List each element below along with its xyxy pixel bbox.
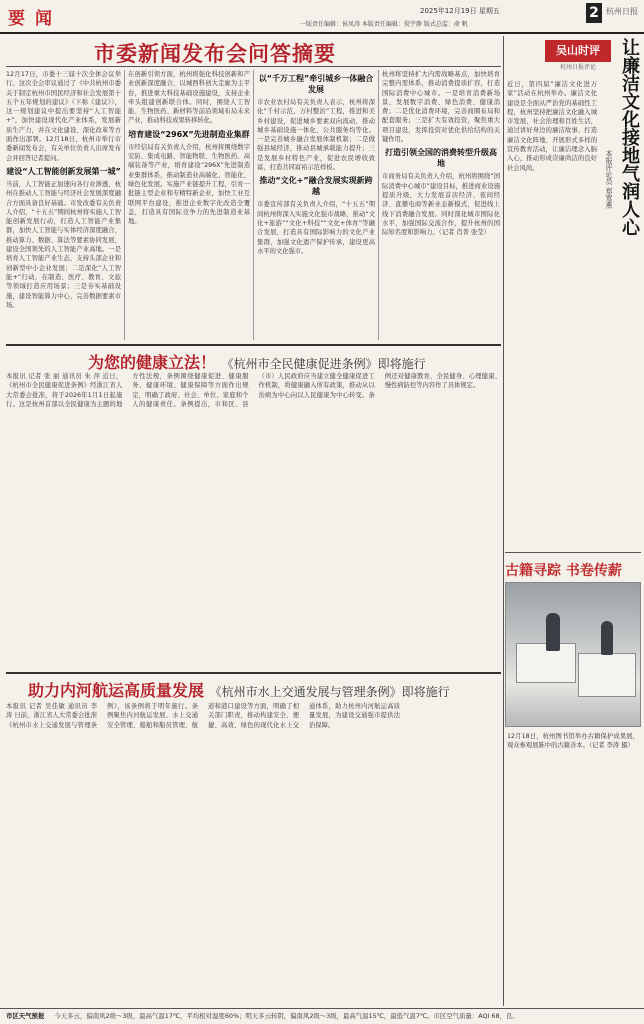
headline-main: 助力内河航运高质量发展: [28, 681, 205, 700]
subheading: 培育建设“296X”先进制造业集群: [128, 129, 250, 139]
commentary-label-sub: 杭州日报评论: [559, 64, 596, 71]
paragraph: 当前，人工智能正加速向各行业渗透，杭州在推动人工智能与经济社会发展深度融合方面具备良好基础。市发改委有关负责人介绍，“十五五”期间杭州将实施人工智能创新发展行动，打造人工智能产业集群，加快人工智能与实体经济深度融合，推动算力、数据、算法等要素协同发展，建设全国领先的人工智能产业高地。一是培育人工智能产业生态，支持头部企业和创新型中小企业发展；二是深化“人工智能+”行动，在制造、医疗、教育、文旅等领域打造应用场景；三是夯实基础设施，建设智能算力中心，完善数据要素市场。: [6, 180, 121, 309]
paragraph: 市经信局有关负责人介绍，杭州将围绕数字安防、集成电路、智能物联、生物医药、高端装备等产业，培育建设“296X”先进制造业集群体系，推动制造业高端化、智能化、绿色化发展。实施产业链提升工程，引育一批链主型企业和专精特新企业，加快工业互联网平台建设，推进企业数字化改造全覆盖，打造具有国际竞争力的先进制造业基地。: [128, 143, 250, 226]
paragraph: 市商务局有关负责人介绍，杭州将围绕“国际消费中心城市”建设目标，推进商业设施提质升级，大力发展首店经济、夜间经济、直播电商等新业态新模式，促进线上线下消费融合发展。同时深化城市国际化水平，加强国际交流合作，提升杭州的国际知名度和影响力。（记者 肖菁 张莹）: [382, 173, 500, 237]
display-case: [578, 653, 636, 697]
column-rule: [253, 70, 254, 340]
commentary-body: [507, 80, 597, 550]
paragraph: 市委宣传部有关负责人介绍，“十五五”期间杭州将深入实施文化强市战略，推动“文化+旅游”“文化+科技”“文化+体育”等融合发展，打造具有国际影响力的文化产业集群，加强文化遗产保护传承，建设更高水平的文化强市。: [257, 201, 375, 255]
commentary-label: 吴山时评: [545, 40, 611, 62]
section-title: 要闻: [8, 9, 62, 29]
column-rule: [378, 70, 379, 340]
article-body: [6, 702, 501, 1002]
article-column-2: [128, 70, 250, 340]
subheading: 建设“人工智能创新发展第一城”: [6, 166, 121, 176]
column-rule: [124, 70, 125, 340]
visitor: [546, 613, 560, 651]
headline-sub: 《杭州市全民健康促进条例》即将施行: [221, 357, 426, 371]
headline-sub: 《杭州市水上交通发展与管理条例》即将施行: [209, 685, 450, 699]
article-column-3: [257, 70, 375, 340]
exhibition-photo: [505, 582, 641, 727]
subheading: 推动“文化+”融合发展实现新跨越: [259, 176, 373, 197]
commentary-title: 让廉洁文化接地气润人心: [619, 38, 640, 236]
paragraph: 近日，第四届“廉洁文化进万家”活动在杭州举办。廉洁文化建设是全面从严治党的基础性工程，杭州坚持把廉洁文化融入城市发展、社会治理和百姓生活，通过讲好身边的廉洁故事、打造廉洁文化阵地、开展形式多样的宣传教育活动，让廉洁理念入脑入心，推动形成崇廉尚洁的良好社会风尚。: [507, 81, 597, 172]
newspaper-brand: 杭州日报: [606, 7, 638, 16]
article-headline: [88, 350, 426, 373]
weather-text: 今天多云，偏南风2级～3级，最高气温17℃，平均相对湿度60%；明天多云转阴，偏南风2级～3级，最高气温15℃，最低气温7℃。市区空气质量：AQI 68，良。: [54, 1012, 519, 1020]
photo-feature-title: 古籍寻踪 书卷传薪: [505, 563, 622, 579]
paragraph: 12月17日，市委十三届十次全体会议举行。这次全会审议通过了《中共杭州市委关于制定杭州市国民经济和社会发展第十五个五年规划的建议》（下称《建议》），这一规划建议中提出要坚持“人工智能+”，加快建设现代化产业体系，发展新质生产力，并在文化建设、深化改革等方面作出部署。12月18日，杭州市举行市委新闻发布会，有关单位负责人出席发布会并回答记者提问。: [6, 71, 121, 162]
paragraph: 市农业农村局有关负责人表示，杭州将深化“千村示范、万村整治”工程，推进和美乡村建设，促进城乡要素双向流动，推动城乡基础设施一体化、公共服务均等化。一是完善城乡融合发展体制机制；二是做强县域经济，推动县城承载能力提升；三是发展乡村特色产业，促进农民增收致富，打造共同富裕示范样板。: [257, 99, 375, 172]
weather-label: 市区天气预报: [6, 1012, 45, 1020]
visitor: [601, 621, 613, 655]
divider: [6, 672, 501, 674]
divider: [6, 344, 501, 346]
article-column-4: [382, 70, 500, 340]
dateline: 2025年12月19日 星期五: [420, 7, 500, 15]
commentary-byline: 本报评论员 郑莺燕: [605, 150, 613, 209]
divider: [6, 66, 501, 67]
headline-main: 为您的健康立法！: [88, 353, 217, 372]
paragraph: 本报讯 记者 吴佳敏 通讯员 李 涛 日前，浙江省人大常委会批准《杭州市水上交通发展与管理条例》，该条例将于明年施行。条例聚焦内河航运发展、水上交通安全管理、船舶和船员管理、航道和港口建设等方面，明确了相关部门职责，推动构建安全、便捷、高效、绿色的现代化水上交通体系，助力杭州内河航运高质量发展，为建设交通强市提供法治保障。: [6, 703, 400, 729]
paragraph: 杭州将坚持扩大内需战略基点，加快培育完整内需体系，推动消费提质扩容，打造国际消费中心城市。一是培育消费新场景，发展数字消费、绿色消费、健康消费；二是优化消费环境，完善商圈布局和配套服务；三是扩大有效投资，聚焦重大项目建设，发挥投资对优化供给结构的关键作用。: [382, 71, 500, 144]
caption-text: 12月18日，杭州图书馆举办古籍保护成果展，观众参观展陈中的古籍善本。（记者 李涛 摄）: [507, 733, 639, 750]
weather-footer: [0, 1008, 644, 1024]
article-headline: [28, 678, 450, 701]
column-rule: [503, 36, 504, 1006]
paragraph: 本报讯 记者 张 丽 通讯员 朱 萍 近日，《杭州市全民健康促进条例》经浙江省人大常委会批准，将于2026年1月1日起施行。这是杭州首部以全民健康为主题的地方性法规，条例围绕健康促进、健康服务、健康环境、健康保障等方面作出规定，明确了政府、社会、单位、家庭和个人的健康责任。条例提出，市和区、县（市）人民政府应当建立健全健康促进工作机制，将健康融入所有政策，推动从以治病为中心向以人民健康为中心转变。条例还对健康教育、全民健身、心理健康、慢性病防控等内容作了具体规定。: [6, 373, 501, 408]
subheading: 以“千万工程”牵引城乡一体融合发展: [258, 74, 374, 94]
main-headline: 市委新闻发布会问答摘要: [94, 42, 336, 66]
subheading: 打造引领全国的消费转型升级高地: [385, 148, 497, 169]
editors-line: 一版责任编辑：侯凤涛 本版责任编辑：倪宇静 版式总监：俞 帆: [300, 21, 468, 28]
photo-caption: [507, 732, 639, 1002]
article-column-1: [6, 70, 121, 340]
page-header: [0, 0, 644, 34]
paragraph: 在创新引领方面，杭州将强化科技创新和产业创新深度融合，以城西科创大走廊为主平台，推进重大科技基础设施建设，支持企业牵头组建创新联合体。同时，围绕人工智能、生物医药、新材料等前沿领域布局未来产业，推动科技成果转移转化。: [128, 71, 250, 125]
divider: [505, 552, 641, 553]
page-number: 2: [586, 3, 602, 23]
article-body: [6, 372, 501, 668]
